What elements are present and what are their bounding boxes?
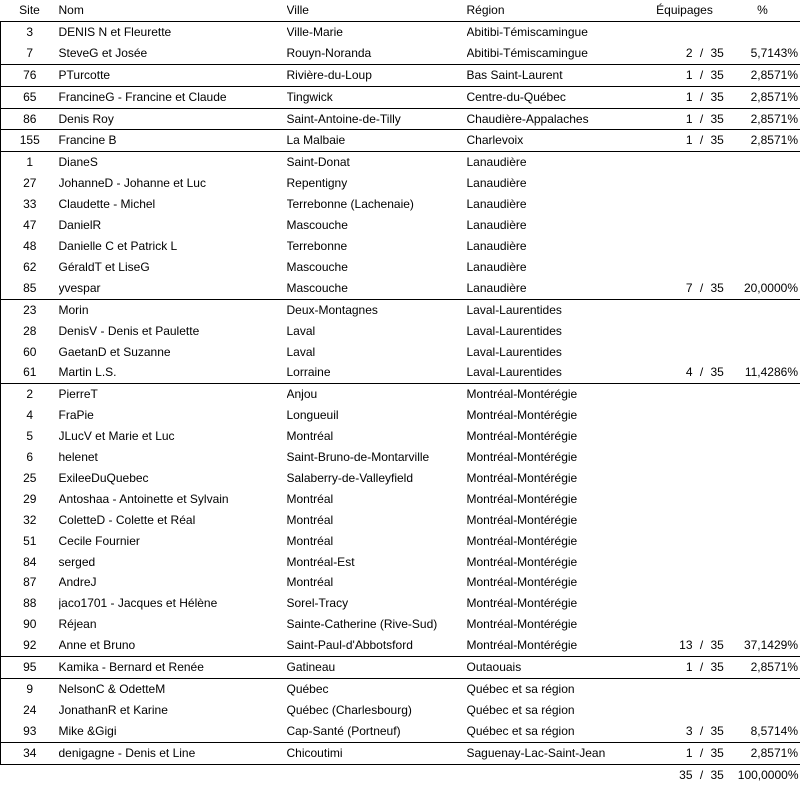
cell-ville: Montréal [287,510,467,531]
cell-region: Montréal-Montérégie [467,635,635,656]
table-row [1,342,800,363]
cell-nom: Claudette - Michel [59,194,287,215]
cell-equipages: 1 / 35 [635,657,735,679]
cell-equipages [635,468,735,489]
cell-region: Lanaudière [467,278,635,299]
cell-site: 2 [1,384,59,405]
cell-nom: Anne et Bruno [59,635,287,656]
total-eq-num: 35 [671,765,693,786]
table-row [1,384,800,405]
cell-region: Chaudière-Appalaches [467,108,635,130]
cell-nom: DanielR [59,215,287,236]
cell-ville: Sorel-Tracy [287,593,467,614]
equipages-count: 1 [671,87,693,108]
cell-nom: JonathanR et Karine [59,700,287,721]
cell-nom: Réjean [59,614,287,635]
table-row [1,468,800,489]
table-row [1,64,800,86]
cell-nom: jaco1701 - Jacques et Hélène [59,593,287,614]
cell-region: Laval-Laurentides [467,342,635,363]
cell-site: 4 [1,405,59,426]
cell-equipages: 3 / 35 [635,721,735,742]
cell-pct [735,194,800,215]
equipages-count: 1 [671,743,693,764]
cell-ville: Québec [287,679,467,700]
cell-ville: Tingwick [287,86,467,108]
cell-site: 84 [1,552,59,573]
cell-equipages: 1 / 35 [635,742,735,764]
cell-site: 85 [1,278,59,299]
cell-pct: 2,8571% [735,108,800,130]
cell-ville: Montréal [287,489,467,510]
cell-nom: GaetanD et Suzanne [59,342,287,363]
cell-equipages: 4 / 35 [635,362,735,383]
header-nom: Nom [59,0,287,21]
cell-site: 7 [1,43,59,64]
equipages-count: 1 [671,130,693,151]
cell-pct [735,531,800,552]
cell-site: 3 [1,21,59,42]
table-row [1,299,800,320]
cell-pct: 5,7143% [735,43,800,64]
total-eq-den: 35 [711,765,729,786]
cell-site: 33 [1,194,59,215]
cell-nom: PierreT [59,384,287,405]
cell-equipages [635,21,735,42]
equipages-total: 35 [711,109,729,130]
cell-region: Montréal-Montérégie [467,552,635,573]
cell-site: 60 [1,342,59,363]
cell-site: 51 [1,531,59,552]
cell-equipages: 2 / 35 [635,43,735,64]
cell-ville: Lorraine [287,362,467,383]
cell-nom: NelsonC & OdetteM [59,679,287,700]
cell-ville: Gatineau [287,657,467,679]
table-row [1,152,800,173]
total-pct: 100,0000% [735,764,800,785]
cell-site: 34 [1,742,59,764]
cell-site: 88 [1,593,59,614]
equipages-count: 7 [671,278,693,299]
cell-pct [735,299,800,320]
cell-equipages [635,342,735,363]
cell-site: 27 [1,173,59,194]
cell-equipages [635,510,735,531]
equipages-count: 13 [671,635,693,656]
cell-region: Montréal-Montérégie [467,531,635,552]
cell-nom: Morin [59,299,287,320]
cell-pct [735,384,800,405]
cell-ville: Saint-Paul-d'Abbotsford [287,635,467,656]
header-site: Site [1,0,59,21]
cell-pct [735,21,800,42]
cell-site: 24 [1,700,59,721]
table-row [1,552,800,573]
cell-equipages [635,405,735,426]
cell-nom: Martin L.S. [59,362,287,383]
cell-pct [735,342,800,363]
cell-site: 92 [1,635,59,656]
cell-equipages [635,489,735,510]
cell-pct [735,614,800,635]
cell-ville: Mascouche [287,215,467,236]
cell-equipages: 13 / 35 [635,635,735,656]
cell-nom: SteveG et Josée [59,43,287,64]
cell-equipages [635,321,735,342]
table-row [1,215,800,236]
cell-ville: Montréal [287,531,467,552]
cell-region: Montréal-Montérégie [467,510,635,531]
cell-site: 29 [1,489,59,510]
cell-region: Montréal-Montérégie [467,572,635,593]
table-row [1,489,800,510]
table-row [1,86,800,108]
cell-pct: 2,8571% [735,64,800,86]
table-row [1,194,800,215]
table-row [1,593,800,614]
cell-nom: ColetteD - Colette et Réal [59,510,287,531]
cell-site: 5 [1,426,59,447]
cell-site: 47 [1,215,59,236]
cell-nom: Denis Roy [59,108,287,130]
cell-ville: Ville-Marie [287,21,467,42]
cell-pct [735,572,800,593]
header-pct: % [735,0,800,21]
cell-site: 65 [1,86,59,108]
table-row [1,236,800,257]
cell-pct: 11,4286% [735,362,800,383]
cell-site: 86 [1,108,59,130]
cell-region: Centre-du-Québec [467,86,635,108]
cell-region: Outaouais [467,657,635,679]
cell-equipages [635,426,735,447]
cell-pct: 2,8571% [735,742,800,764]
cell-site: 61 [1,362,59,383]
cell-nom: ExileeDuQuebec [59,468,287,489]
table-row [1,321,800,342]
cell-pct [735,700,800,721]
total-equipages: 35 / 35 [635,764,735,785]
cell-pct [735,405,800,426]
cell-nom: GéraldT et LiseG [59,257,287,278]
cell-region: Lanaudière [467,194,635,215]
cell-region: Québec et sa région [467,679,635,700]
cell-nom: Kamika - Bernard et Renée [59,657,287,679]
cell-equipages: 1 / 35 [635,64,735,86]
cell-pct [735,215,800,236]
cell-equipages: 7 / 35 [635,278,735,299]
cell-ville: Chicoutimi [287,742,467,764]
cell-ville: Québec (Charlesbourg) [287,700,467,721]
table-row [1,679,800,700]
cell-region: Montréal-Montérégie [467,614,635,635]
cell-region: Saguenay-Lac-Saint-Jean [467,742,635,764]
cell-equipages [635,173,735,194]
cell-region: Montréal-Montérégie [467,405,635,426]
cell-ville: Saint-Donat [287,152,467,173]
cell-nom: yvespar [59,278,287,299]
cell-equipages [635,614,735,635]
cell-ville: Repentigny [287,173,467,194]
cell-region: Québec et sa région [467,721,635,742]
cell-ville: Saint-Bruno-de-Montarville [287,447,467,468]
cell-pct [735,447,800,468]
cell-pct [735,257,800,278]
table-row [1,572,800,593]
cell-equipages [635,194,735,215]
cell-equipages [635,552,735,573]
cell-ville: Terrebonne [287,236,467,257]
cell-ville: Mascouche [287,278,467,299]
table-row [1,700,800,721]
cell-ville: Montréal [287,426,467,447]
table-row [1,657,800,679]
table-row [1,405,800,426]
cell-equipages [635,384,735,405]
cell-ville: Deux-Montagnes [287,299,467,320]
equipages-total: 35 [711,743,729,764]
cell-site: 90 [1,614,59,635]
table-row [1,426,800,447]
table-row [1,257,800,278]
cell-equipages: 1 / 35 [635,86,735,108]
cell-ville: Mascouche [287,257,467,278]
cell-site: 28 [1,321,59,342]
cell-region: Lanaudière [467,257,635,278]
header-ville: Ville [287,0,467,21]
table-row [1,510,800,531]
cell-region: Montréal-Montérégie [467,447,635,468]
cell-pct [735,152,800,173]
cell-pct [735,426,800,447]
cell-ville: Laval [287,321,467,342]
cell-nom: Cecile Fournier [59,531,287,552]
cell-nom: serged [59,552,287,573]
cell-ville: Montréal-Est [287,552,467,573]
cell-pct [735,489,800,510]
cell-nom: JLucV et Marie et Luc [59,426,287,447]
cell-region: Laval-Laurentides [467,321,635,342]
cell-region: Bas Saint-Laurent [467,64,635,86]
cell-nom: FrancineG - Francine et Claude [59,86,287,108]
equipages-count: 1 [671,657,693,678]
equipages-total: 35 [711,87,729,108]
cell-site: 155 [1,130,59,152]
cell-pct [735,679,800,700]
cell-pct [735,236,800,257]
cell-ville: La Malbaie [287,130,467,152]
cell-equipages [635,257,735,278]
equipages-total: 35 [711,278,729,299]
cell-site: 76 [1,64,59,86]
cell-pct: 2,8571% [735,130,800,152]
equipages-count: 4 [671,362,693,383]
cell-nom: denigagne - Denis et Line [59,742,287,764]
header-row [1,0,800,21]
cell-region: Québec et sa région [467,700,635,721]
cell-site: 23 [1,299,59,320]
cell-region: Laval-Laurentides [467,362,635,383]
cell-region: Montréal-Montérégie [467,384,635,405]
cell-nom: PTurcotte [59,64,287,86]
equipages-total: 35 [711,65,729,86]
cell-pct: 8,5714% [735,721,800,742]
cell-ville: Laval [287,342,467,363]
table-row [1,531,800,552]
equipages-count: 2 [671,43,693,64]
cell-region: Lanaudière [467,215,635,236]
equipages-count: 1 [671,65,693,86]
header-equipages: Équipages [635,0,735,21]
table-row [1,43,800,64]
equipages-count: 1 [671,109,693,130]
cell-pct [735,173,800,194]
cell-site: 1 [1,152,59,173]
cell-equipages [635,700,735,721]
table-row [1,742,800,764]
cell-site: 62 [1,257,59,278]
table-row [1,173,800,194]
cell-region: Montréal-Montérégie [467,593,635,614]
cell-site: 48 [1,236,59,257]
cell-site: 25 [1,468,59,489]
cell-equipages [635,447,735,468]
cell-pct [735,321,800,342]
cell-equipages [635,215,735,236]
cell-ville: Rouyn-Noranda [287,43,467,64]
table-row [1,108,800,130]
equipages-total: 35 [711,130,729,151]
cell-region: Lanaudière [467,173,635,194]
cell-ville: Montréal [287,572,467,593]
cell-nom: Francine B [59,130,287,152]
cell-site: 93 [1,721,59,742]
cell-equipages [635,572,735,593]
equipages-total: 35 [711,635,729,656]
cell-nom: FraPie [59,405,287,426]
cell-equipages [635,299,735,320]
equipages-total: 35 [711,721,729,742]
cell-site: 9 [1,679,59,700]
cell-equipages [635,531,735,552]
cell-pct: 37,1429% [735,635,800,656]
cell-region: Abitibi-Témiscamingue [467,43,635,64]
cell-equipages: 1 / 35 [635,108,735,130]
cell-nom: Mike &Gigi [59,721,287,742]
cell-ville: Rivière-du-Loup [287,64,467,86]
cell-nom: Antoshaa - Antoinette et Sylvain [59,489,287,510]
cell-ville: Cap-Santé (Portneuf) [287,721,467,742]
cell-ville: Salaberry-de-Valleyfield [287,468,467,489]
table-row [1,721,800,742]
cell-region: Laval-Laurentides [467,299,635,320]
equipages-total: 35 [711,362,729,383]
table-row [1,447,800,468]
cell-nom: helenet [59,447,287,468]
cell-equipages [635,679,735,700]
cell-ville: Longueuil [287,405,467,426]
cell-equipages [635,593,735,614]
cell-nom: DenisV - Denis et Paulette [59,321,287,342]
table-row [1,278,800,299]
cell-equipages: 1 / 35 [635,130,735,152]
cell-region: Montréal-Montérégie [467,468,635,489]
table-row [1,130,800,152]
cell-region: Abitibi-Témiscamingue [467,21,635,42]
cell-region: Lanaudière [467,152,635,173]
cell-equipages [635,152,735,173]
cell-ville: Sainte-Catherine (Rive-Sud) [287,614,467,635]
cell-equipages [635,236,735,257]
cell-site: 87 [1,572,59,593]
total-row [1,764,800,785]
cell-site: 95 [1,657,59,679]
table-row [1,635,800,656]
cell-site: 32 [1,510,59,531]
table-body [1,21,800,764]
equipages-count: 3 [671,721,693,742]
cell-ville: Anjou [287,384,467,405]
cell-pct: 2,8571% [735,657,800,679]
cell-pct [735,552,800,573]
header-region: Région [467,0,635,21]
cell-region: Montréal-Montérégie [467,426,635,447]
equipages-total: 35 [711,657,729,678]
cell-nom: JohanneD - Johanne et Luc [59,173,287,194]
cell-pct: 20,0000% [735,278,800,299]
cell-ville: Terrebonne (Lachenaie) [287,194,467,215]
cell-pct [735,468,800,489]
cell-nom: AndreJ [59,572,287,593]
cell-pct [735,510,800,531]
table-row [1,362,800,383]
cell-region: Lanaudière [467,236,635,257]
cell-ville: Saint-Antoine-de-Tilly [287,108,467,130]
cell-region: Charlevoix [467,130,635,152]
cell-nom: Danielle C et Patrick L [59,236,287,257]
equipages-total: 35 [711,43,729,64]
cell-pct: 2,8571% [735,86,800,108]
cell-region: Montréal-Montérégie [467,489,635,510]
cell-nom: DianeS [59,152,287,173]
cell-site: 6 [1,447,59,468]
cell-pct [735,593,800,614]
table-row [1,614,800,635]
cell-nom: DENIS N et Fleurette [59,21,287,42]
table-row [1,21,800,42]
